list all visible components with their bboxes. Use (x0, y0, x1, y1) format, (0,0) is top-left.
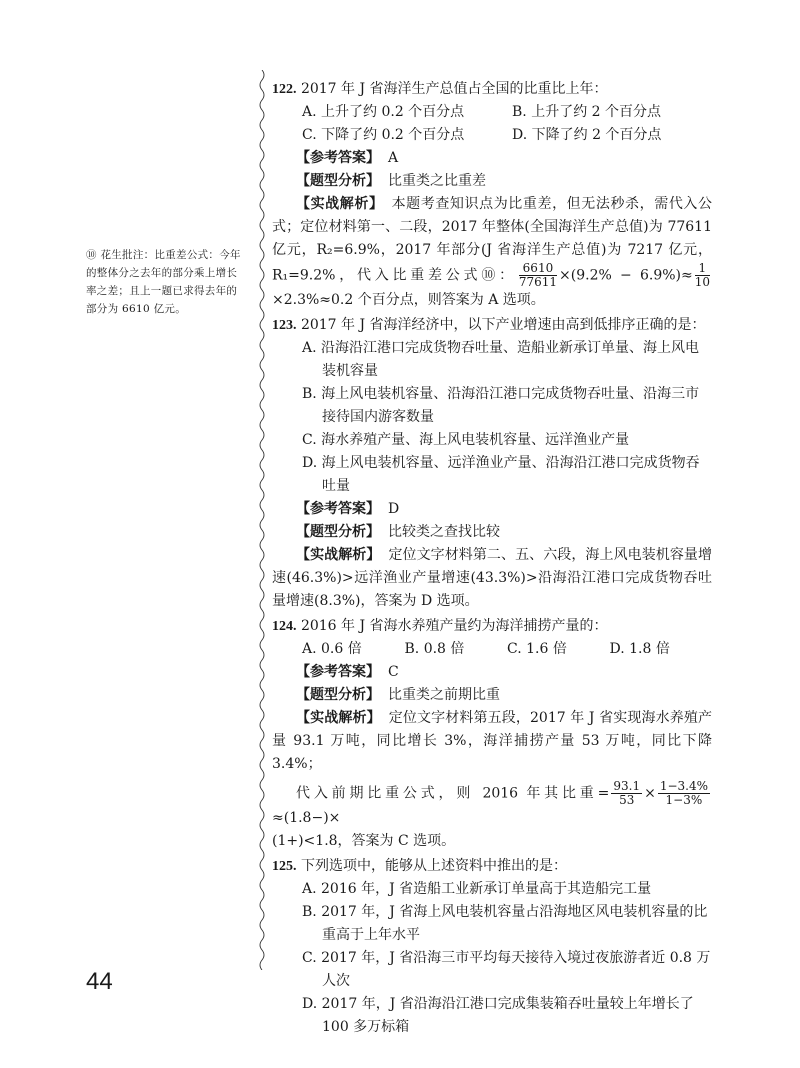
option-a: A. 0.6 倍 (302, 641, 362, 657)
analysis-text: 定位文字材料第五段，2017 年 J 省实现海水养殖产量 93.1 万吨，同比增长 3%，海洋捕捞产量 53 万吨，同比下降 3.4%； (272, 710, 713, 772)
option-b: B. 上升了约 2 个百分点 (512, 104, 661, 120)
question-123 (272, 314, 712, 613)
fraction: $\frac{1-3.4\%}{1-3\%}$ (659, 779, 708, 807)
option-c: C. 下降了约 0.2 个百分点 (302, 127, 465, 143)
question-number: 125. (272, 859, 297, 874)
type-label: 【题型分析】 (296, 687, 380, 703)
analysis-text: ×(9.2% − 6.9%)≈ (559, 267, 693, 284)
question-122 (272, 78, 712, 312)
fraction: $\frac{93.1}{53}$ (613, 779, 641, 807)
fraction: $\frac{6610}{77611}$ (518, 261, 558, 289)
option-c: C. 2017 年，J 省沿海三市平均每天接待入境过夜旅游者近 0.8 万人次 (302, 950, 711, 989)
type-value: 比较类之查找比较 (388, 524, 500, 540)
analysis-label: 【实战解析】 (296, 547, 381, 563)
answer-label: 【参考答案】 (296, 150, 380, 166)
option-a: A. 上升了约 0.2 个百分点 (302, 104, 465, 120)
page-number: 44 (86, 968, 113, 995)
analysis-label: 【实战解析】 (296, 196, 384, 212)
option-b: B. 海上风电装机容量、沿海沿江港口完成货物吞吐量、沿海三市接待国内游客数量 (302, 386, 700, 425)
option-a: A. 沿海沿江港口完成货物吞吐量、造船业新承订单量、海上风电装机容量 (302, 340, 700, 379)
question-list (272, 76, 712, 1039)
type-label: 【题型分析】 (296, 524, 380, 540)
type-value: 比重类之前期比重 (388, 687, 500, 703)
answer-label: 【参考答案】 (296, 664, 380, 680)
analysis-text: (1+)<1.8，答案为 C 选项。 (272, 833, 456, 849)
analysis-text: 代入前期比重公式，则 2016 年其比重= (296, 785, 610, 802)
question-stem: 2017 年 J 省海洋生产总值占全国的比重比上年： (300, 81, 608, 97)
question-stem: 下列选项中，能够从上述资料中推出的是： (300, 858, 567, 874)
option-c: C. 海水养殖产量、海上风电装机容量、远洋渔业产量 (302, 432, 630, 448)
answer-value: D (388, 501, 400, 517)
option-c: C. 1.6 倍 (507, 641, 567, 657)
analysis-text: ≈(1.8−)× (272, 810, 341, 826)
answer-value: C (388, 664, 399, 680)
type-label: 【题型分析】 (296, 173, 380, 189)
option-b: B. 0.8 倍 (404, 641, 465, 657)
type-value: 比重类之比重差 (388, 173, 486, 189)
option-d: D. 1.8 倍 (609, 641, 670, 657)
option-d: D. 2017 年，J 省沿海沿江港口完成集装箱吞吐量较上年增长了 100 多万标箱 (302, 996, 694, 1035)
question-124 (272, 615, 712, 853)
answer-value: A (388, 150, 399, 166)
option-b: B. 2017 年，J 省海上风电装机容量占沿海地区风电装机容量的比重高于上年水平 (302, 904, 708, 943)
option-a: A. 2016 年，J 省造船工业新承订单量高于其造船完工量 (302, 881, 652, 897)
analysis-label: 【实战解析】 (296, 710, 381, 726)
margin-annotation: ⑩ 花生批注：比重差公式：今年的整体分之去年的部分乘上增长率之差；且上一题已求得去年的部分为 6610 亿元。 (86, 249, 241, 315)
option-d: D. 海上风电装机容量、远洋渔业产量、沿海沿江港口完成货物吞吐量 (302, 455, 700, 494)
question-stem: 2016 年 J 省海水养殖产量约为海洋捕捞产量的： (300, 618, 608, 634)
question-number: 122. (272, 82, 297, 97)
fraction: $\frac{1}{10}$ (694, 261, 711, 289)
option-d: D. 下降了约 2 个百分点 (512, 127, 662, 143)
margin-wavy-divider (258, 70, 266, 970)
analysis-text: 定位文字材料第二、五、六段，海上风电装机容量增速(46.3%)>远洋渔业产量增速(43.3%)>沿海沿江港口完成货物吞吐量增速(8.3%)，答案为 D 选项。 (272, 547, 713, 609)
question-number: 124. (272, 619, 297, 634)
analysis-text: ×2.3%≈0.2 个百分点，则答案为 A 选项。 (272, 292, 545, 308)
times-sign: × (644, 785, 656, 802)
question-125 (272, 855, 712, 1039)
answer-label: 【参考答案】 (296, 501, 380, 517)
question-number: 123. (272, 318, 297, 333)
question-stem: 2017 年 J 省海洋经济中，以下产业增速由高到低排序正确的是： (300, 317, 706, 333)
analysis-text: 本题考查知识点为比重差，但无法秒杀，需代入公式；定位材料第一、二段，2017 年整体(全国海洋生产总值)为 77611 亿元，R₂=6.9%，2017 年部分(J 省海洋生产总值)为 7217 亿元，R₁=9.2%，代入比重差公式⑩： (272, 196, 713, 284)
